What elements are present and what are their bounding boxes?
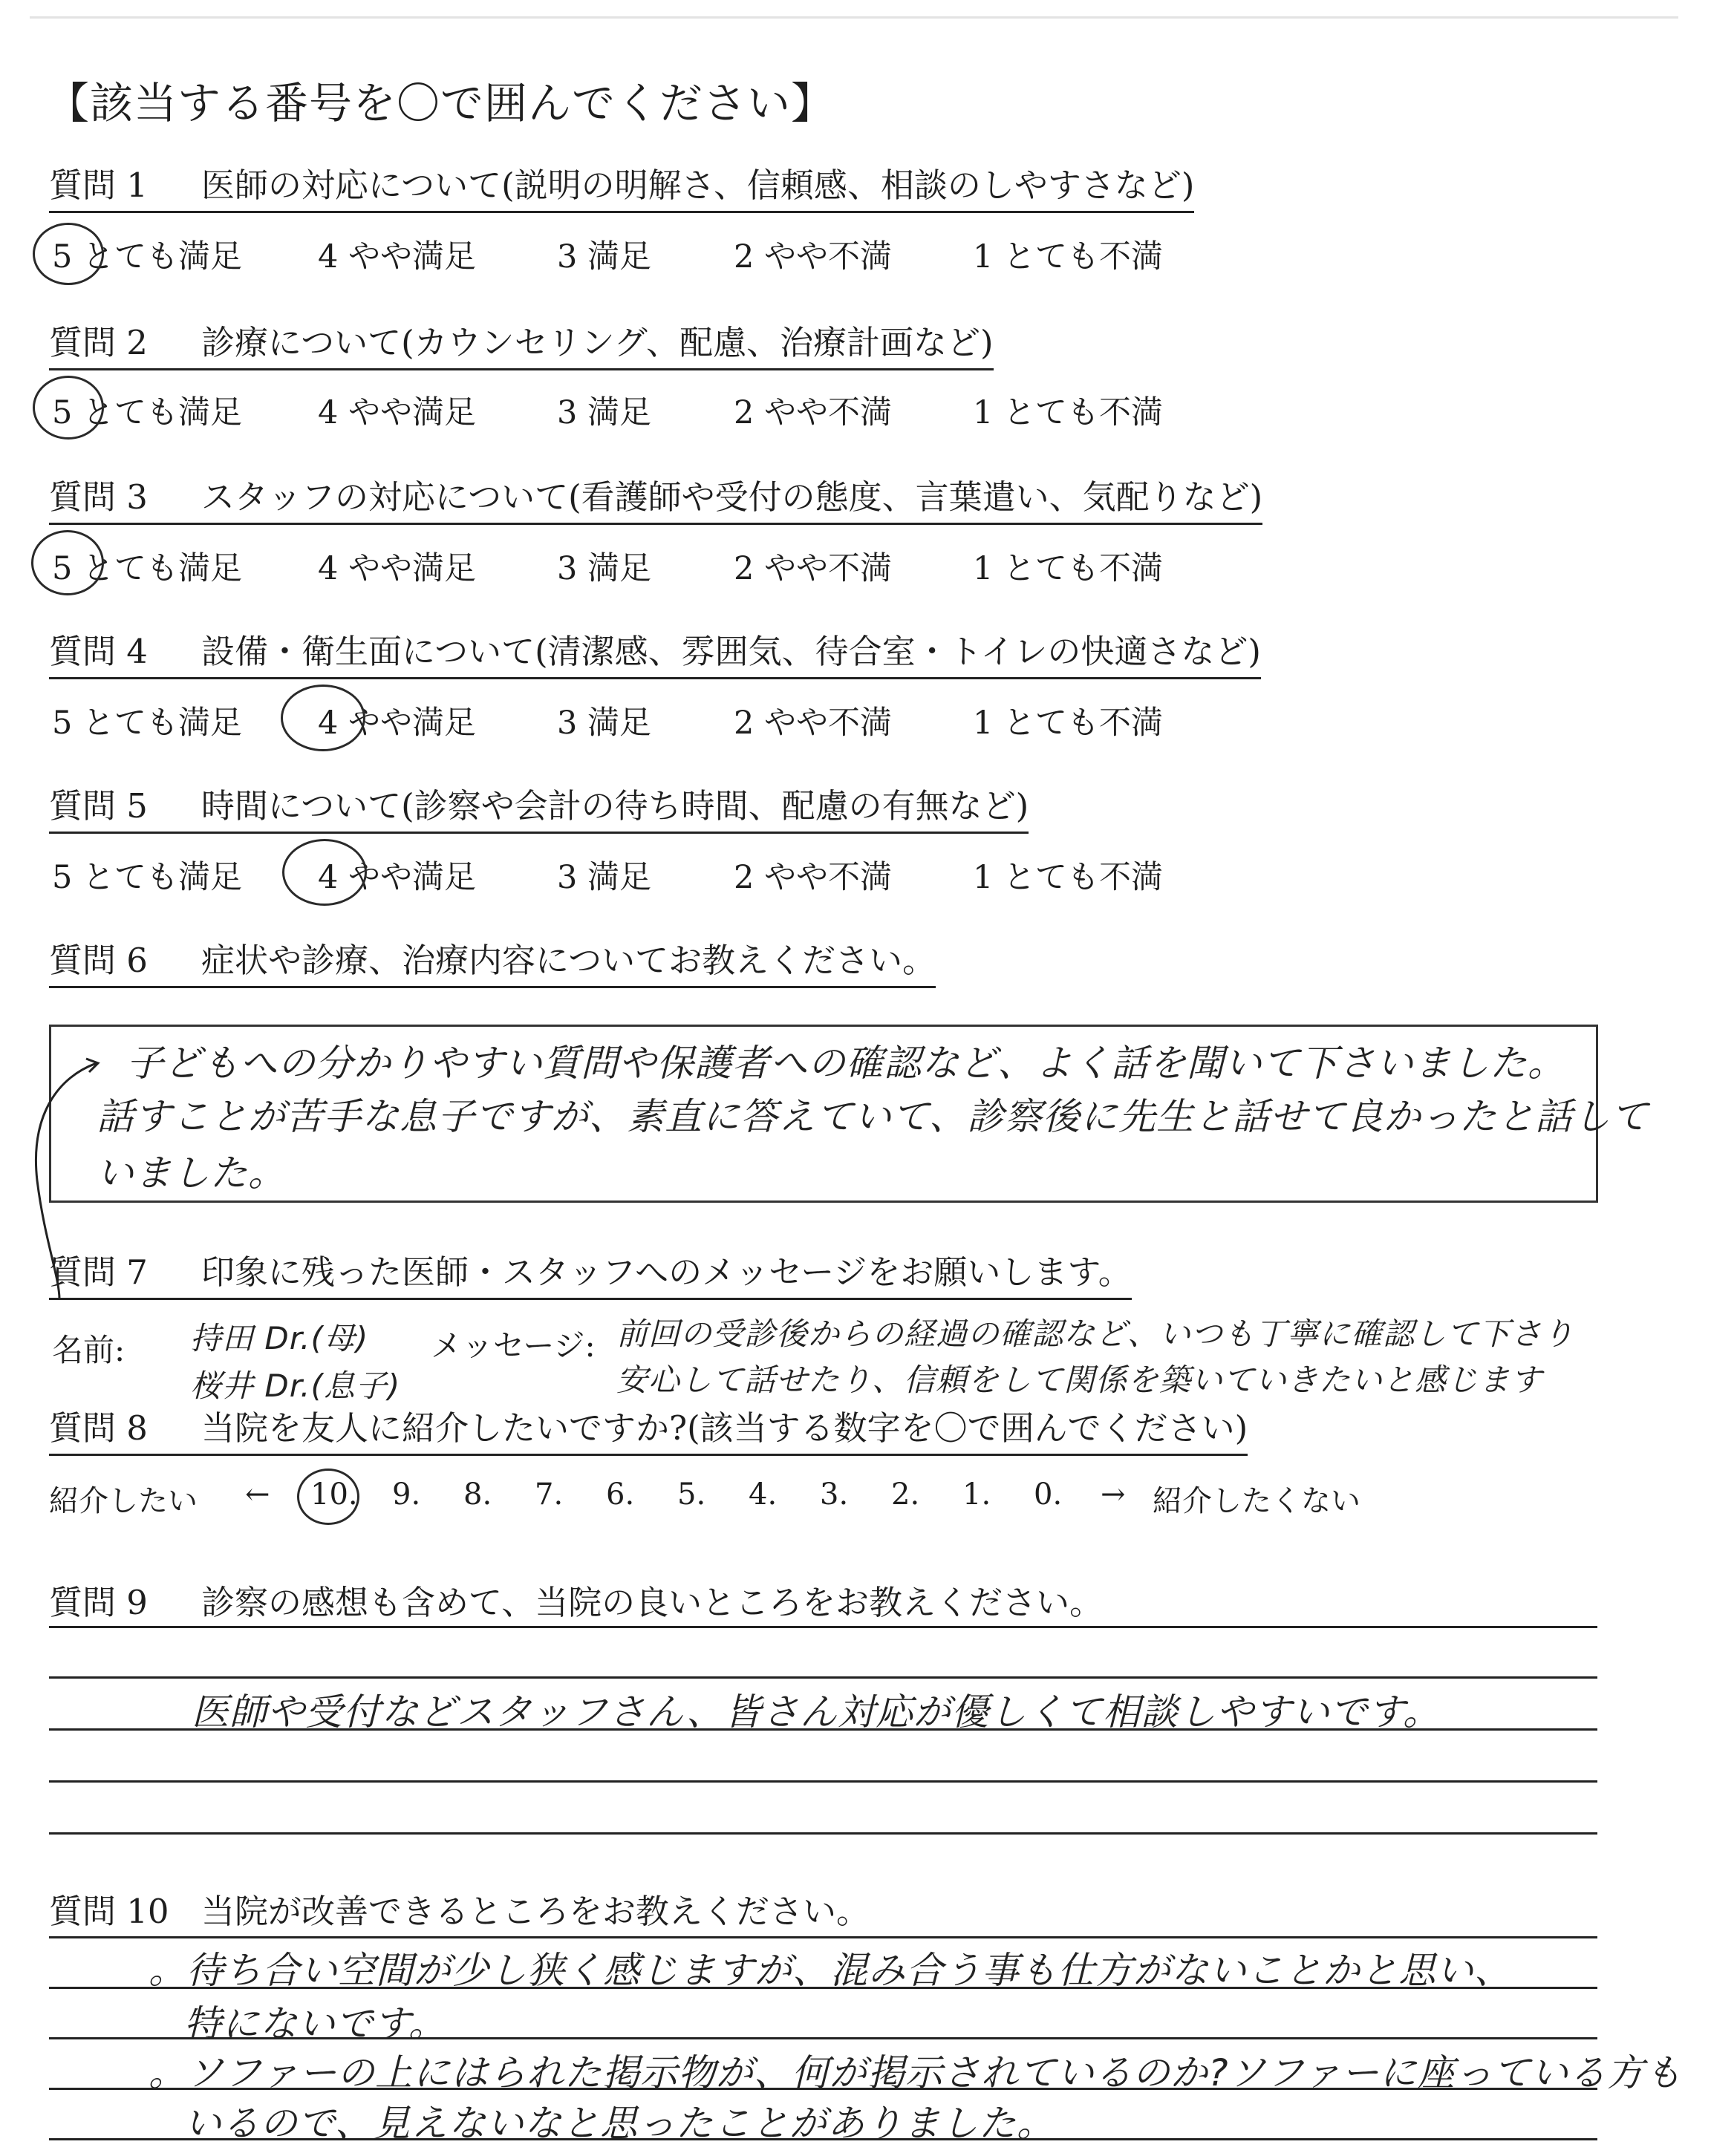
- name-label: 名前:: [52, 1332, 126, 1368]
- option-3[interactable]: 3 満足: [557, 859, 652, 896]
- page-title: 【該当する番号を〇で囲んでください】: [46, 78, 835, 128]
- question-number: 質問 10: [49, 1892, 169, 1931]
- option-5[interactable]: 5 とても満足: [52, 859, 243, 896]
- question-text: スタッフの対応について(看護師や受付の態度、言葉遣い、気配りなど): [201, 477, 1263, 517]
- circle-mark: [282, 839, 367, 906]
- option-4[interactable]: 4 やや満足: [318, 705, 477, 742]
- scale-3[interactable]: 3.: [820, 1477, 849, 1512]
- option-4[interactable]: 4 やや満足: [318, 394, 477, 431]
- answer-line: [49, 1832, 1597, 1835]
- option-2[interactable]: 2 やや不満: [734, 859, 893, 896]
- question-number: 質問 8: [49, 1408, 148, 1448]
- option-2[interactable]: 2 やや不満: [734, 705, 893, 742]
- left-arrow: ←: [245, 1477, 270, 1512]
- question-number: 質問 1: [49, 166, 148, 205]
- question-4: [49, 633, 1261, 679]
- q10-answer-line: 。待ち合い空間が少し狭く感じますが、混み合う事も仕方がないことかと思い、: [149, 1949, 1512, 1992]
- option-4[interactable]: 4 やや満足: [318, 859, 477, 896]
- option-3[interactable]: 3 満足: [557, 238, 652, 275]
- q10-answer-line: 。ソファーの上にはられた掲示物が、何が掲示されているのか?ソファーに座っている方も: [149, 2051, 1683, 2094]
- option-1[interactable]: 1 とても不満: [973, 705, 1164, 742]
- question-9: [49, 1575, 1103, 1624]
- question-2: [49, 324, 994, 370]
- question-text: 設備・衛生面について(清潔感、雰囲気、待合室・トイレの快適さなど): [201, 632, 1261, 671]
- question-text: 症状や診療、治療内容についてお教えください。: [201, 941, 936, 980]
- question-text: 診療について(カウンセリング、配慮、治療計画など): [201, 323, 994, 362]
- right-arrow: →: [1101, 1477, 1126, 1512]
- scale-2[interactable]: 2.: [891, 1477, 920, 1512]
- circle-mark: [281, 685, 365, 751]
- scale-9[interactable]: 9.: [392, 1477, 421, 1512]
- q6-answer-line: 話すことが苦手な息子ですが、素直に答えていて、診察後に先生と話せて良かったと話して: [97, 1095, 1649, 1138]
- message-line: 安心して話せたり、信頼をして関係を築いていきたいと感じます: [616, 1362, 1543, 1398]
- answer-line: [49, 1780, 1597, 1783]
- question-text: 印象に残った医師・スタッフへのメッセージをお願いします。: [201, 1252, 1132, 1292]
- question-7: [49, 1253, 1132, 1300]
- question-number: 質問 4: [49, 632, 148, 671]
- question-text: 当院が改善できるところをお教えください。: [201, 1892, 870, 1931]
- question-text: 当院を友人に紹介したいですか?(該当する数字を〇で囲んでください): [201, 1408, 1248, 1448]
- option-2[interactable]: 2 やや不満: [734, 394, 893, 431]
- option-1[interactable]: 1 とても不満: [973, 859, 1164, 896]
- question-5: [49, 787, 1029, 834]
- option-1[interactable]: 1 とても不満: [973, 394, 1164, 431]
- answer-line: [49, 1936, 1597, 1938]
- circle-mark: [33, 376, 104, 440]
- option-5[interactable]: 5 とても満足: [52, 238, 243, 275]
- scale-5[interactable]: 5.: [677, 1477, 706, 1512]
- question-1: [49, 166, 1194, 213]
- scale-4[interactable]: 4.: [749, 1477, 778, 1512]
- circle-mark: [33, 223, 104, 285]
- scale-7[interactable]: 7.: [535, 1477, 564, 1512]
- option-3[interactable]: 3 満足: [557, 394, 652, 431]
- q10-answer-line: 特にないです。: [184, 2002, 446, 2045]
- option-2[interactable]: 2 やや不満: [734, 550, 893, 587]
- answer-line: [49, 1626, 1597, 1628]
- top-border: [30, 16, 1678, 19]
- q6-answer-line: いました。: [97, 1152, 286, 1195]
- circle-mark: [297, 1469, 359, 1525]
- staff-name: 桜井 Dr.(息子): [190, 1368, 401, 1404]
- scale-1[interactable]: 1.: [962, 1477, 991, 1512]
- question-text: 診察の感想も含めて、当院の良いところをお教えください。: [201, 1583, 1104, 1622]
- q10-answer-line: いるので、見えないなと思ったことがありました。: [184, 2102, 1055, 2145]
- q9-answer: 医師や受付などスタッフさん、皆さん対応が優しくて相談しやすいです。: [192, 1690, 1441, 1734]
- message-label: メッセージ:: [431, 1327, 596, 1364]
- option-5[interactable]: 5 とても満足: [52, 550, 243, 587]
- question-number: 質問 7: [49, 1252, 148, 1292]
- question-6: [49, 941, 936, 988]
- question-number: 質問 6: [49, 941, 148, 980]
- answer-line: [49, 1676, 1597, 1679]
- option-5[interactable]: 5 とても満足: [52, 705, 243, 742]
- option-2[interactable]: 2 やや不満: [734, 238, 893, 275]
- scale-6[interactable]: 6.: [606, 1477, 635, 1512]
- option-1[interactable]: 1 とても不満: [973, 238, 1164, 275]
- question-number: 質問 2: [49, 323, 148, 362]
- question-8: [49, 1409, 1248, 1456]
- message-line: 前回の受診後からの経過の確認など、いつも丁寧に確認して下さり: [616, 1316, 1575, 1352]
- question-10: [49, 1884, 870, 1933]
- scale-8[interactable]: 8.: [463, 1477, 492, 1512]
- question-number: 質問 3: [49, 477, 148, 517]
- circle-mark: [31, 530, 104, 595]
- recommend-scale: [49, 1477, 1609, 1522]
- question-3: [49, 478, 1262, 525]
- option-1[interactable]: 1 とても不満: [973, 550, 1164, 587]
- option-3[interactable]: 3 満足: [557, 705, 652, 742]
- option-4[interactable]: 4 やや満足: [318, 550, 477, 587]
- scale-left-label: 紹介したい: [49, 1484, 198, 1518]
- question-number: 質問 9: [49, 1583, 148, 1622]
- scale-0[interactable]: 0.: [1034, 1477, 1063, 1512]
- q6-answer-line: 子どもへの分かりやすい質問や保護者への確認など、よく話を聞いて下さいました。: [126, 1042, 1565, 1085]
- scale-10[interactable]: 10.: [310, 1477, 358, 1512]
- option-4[interactable]: 4 やや満足: [318, 238, 477, 275]
- staff-name: 持田 Dr.(母): [190, 1320, 369, 1356]
- question-number: 質問 5: [49, 786, 148, 826]
- question-text: 時間について(診察や会計の待ち時間、配慮の有無など): [201, 786, 1029, 826]
- question-text: 医師の対応について(説明の明解さ、信頼感、相談のしやすさなど): [201, 166, 1195, 205]
- option-3[interactable]: 3 満足: [557, 550, 652, 587]
- option-5[interactable]: 5 とても満足: [52, 394, 243, 431]
- scale-right-label: 紹介したくない: [1153, 1484, 1360, 1518]
